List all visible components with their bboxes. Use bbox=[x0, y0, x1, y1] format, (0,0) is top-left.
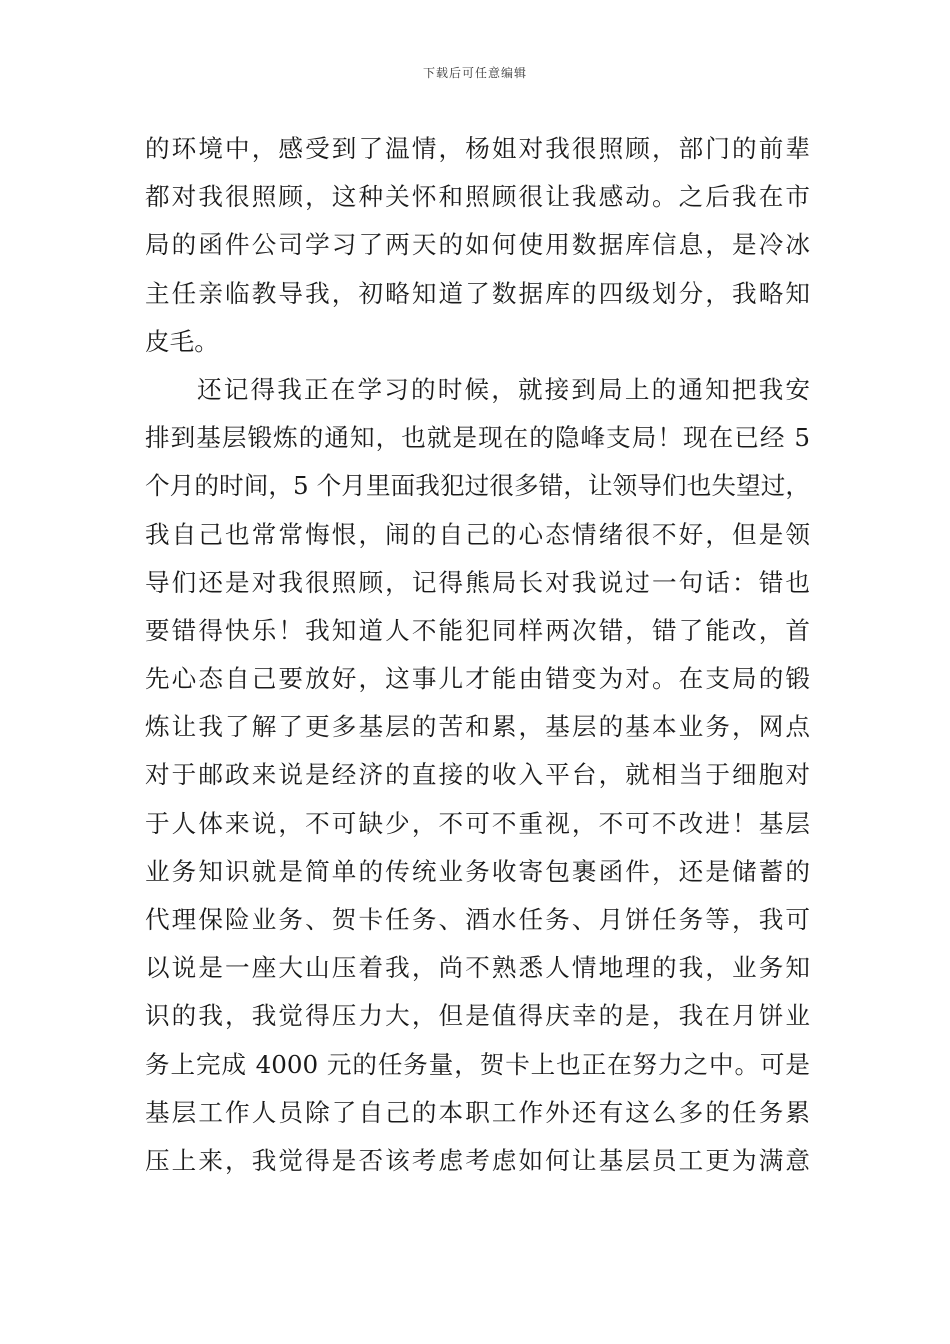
text-line: 主任亲临教导我，初略知道了数据库的四级划分，我略知 bbox=[145, 278, 810, 308]
text-line: 皮毛。 bbox=[145, 326, 219, 356]
text-line: 都对我很照顾，这种关怀和照顾很让我感动。之后我在市 bbox=[145, 182, 810, 212]
text-line: 排到基层锻炼的通知，也就是现在的隐峰支局！现在已经 5 bbox=[145, 423, 810, 453]
text-line: 的环境中，感受到了温情，杨姐对我很照顾，部门的前辈 bbox=[145, 134, 810, 163]
text-line: 基层工作人员除了自己的本职工作外还有这么多的任务累 bbox=[145, 1097, 810, 1127]
text-line: 我自己也常常悔恨，闹的自己的心态情绪很不好，但是领 bbox=[145, 519, 810, 549]
text-line: 个月的时间，5 个月里面我犯过很多错，让领导们也失望过， bbox=[145, 471, 810, 501]
text-line: 对于邮政来说是经济的直接的收入平台，就相当于细胞对 bbox=[145, 760, 810, 790]
text-line: 先心态自己要放好，这事儿才能由错变为对。在支局的锻 bbox=[145, 664, 810, 694]
text-line: 局的函件公司学习了两天的如何使用数据库信息，是冷冰 bbox=[145, 230, 810, 260]
text-line: 代理保险业务、贺卡任务、酒水任务、月饼任务等，我可 bbox=[145, 905, 810, 934]
text-line: 炼让我了解了更多基层的苦和累，基层的基本业务，网点 bbox=[145, 712, 810, 742]
text-line: 务上完成 4000 元的任务量，贺卡上也正在努力之中。可是 bbox=[145, 1049, 810, 1079]
text-line: 以说是一座大山压着我，尚不熟悉人情地理的我，业务知 bbox=[145, 953, 810, 983]
text-line: 于人体来说，不可缺少，不可不重视，不可不改进！基层 bbox=[145, 808, 810, 838]
document-body bbox=[145, 125, 810, 1185]
paragraph-start-line: 还记得我正在学习的时候，就接到局上的通知把我安 bbox=[197, 374, 810, 404]
text-line: 识的我，我觉得压力大，但是值得庆幸的是，我在月饼业 bbox=[145, 1001, 810, 1031]
text-line: 业务知识就是简单的传统业务收寄包裹函件，还是储蓄的 bbox=[145, 856, 810, 886]
page-header: 下载后可任意编辑 bbox=[422, 66, 527, 80]
text-line: 导们还是对我很照顾，记得熊局长对我说过一句话：错也 bbox=[145, 567, 810, 597]
text-line: 压上来，我觉得是否该考虑考虑如何让基层员工更为满意 bbox=[145, 1145, 810, 1175]
text-line: 要错得快乐！我知道人不能犯同样两次错，错了能改，首 bbox=[145, 615, 810, 645]
